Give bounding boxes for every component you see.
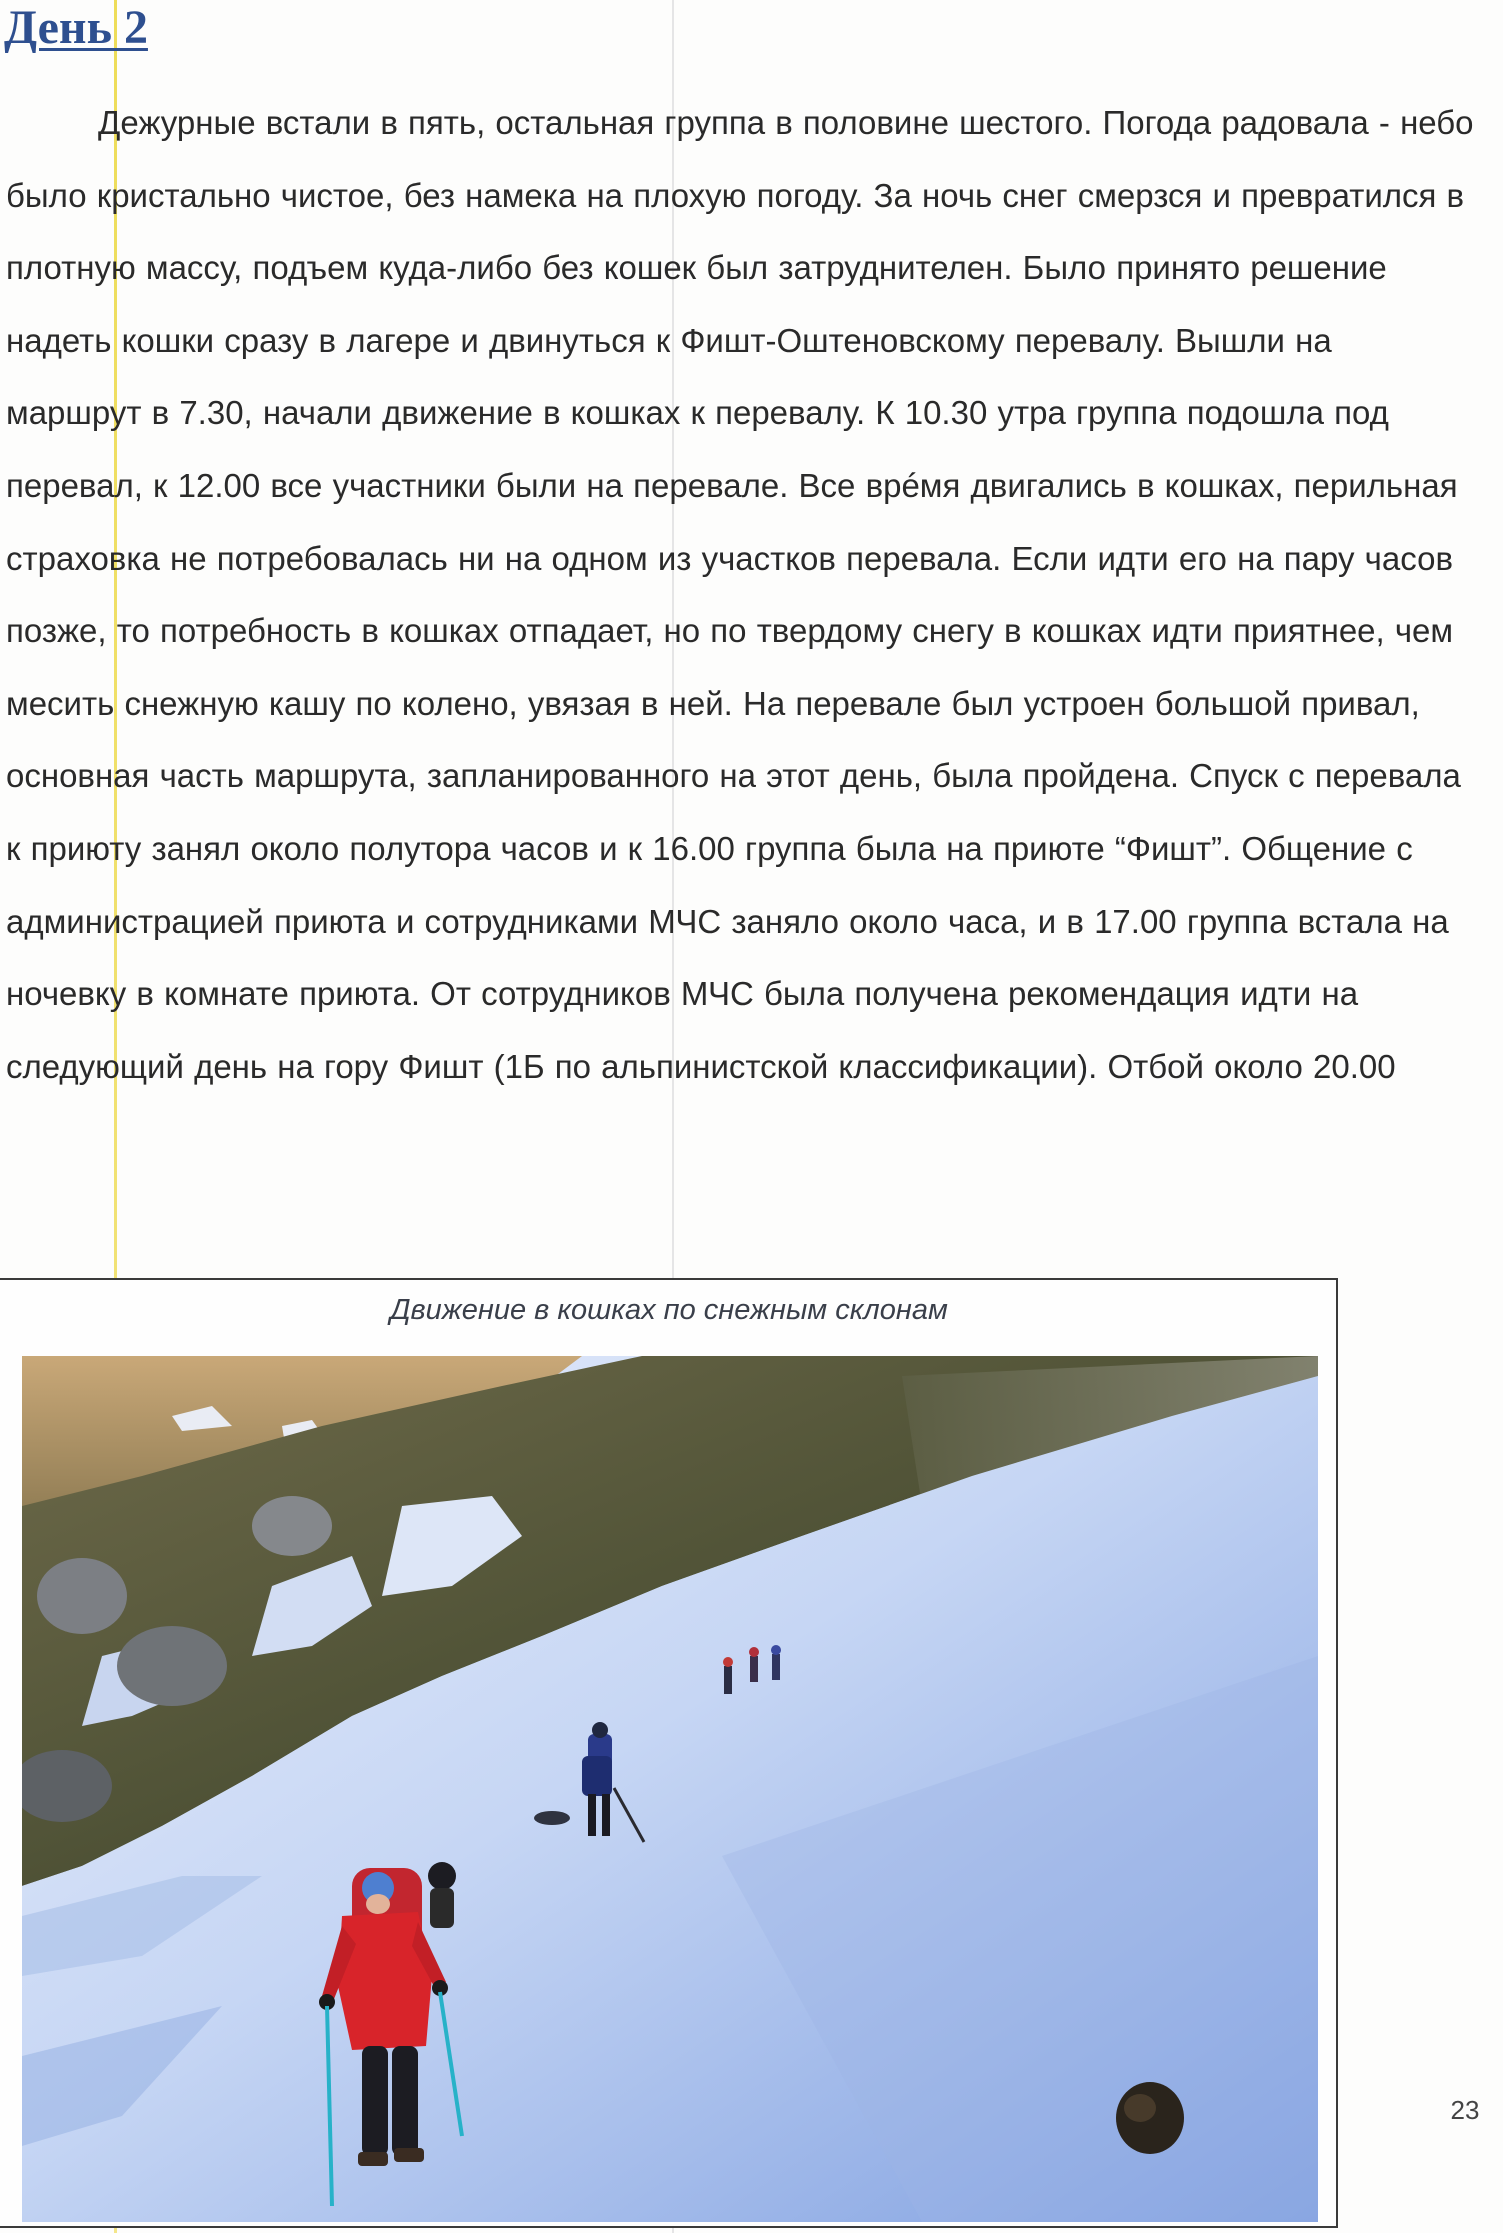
hikers-snow-slope-photo	[22, 1356, 1318, 2222]
day-description-paragraph: Дежурные встали в пять, остальная группа в половине шестого. Погода радовала - небо было кристально чистое, без намека на плохую погоду. За ночь снег смерзся и превратился в плотную массу, подъем куда-либо без кошек был затруднителен. Было принято решение надеть кошки сразу в лагере и двинуться к Фишт-Оштеновскому перевалу. Вышли на маршрут в 7.30, начали движение в кошках к перевалу. К 10.30 утра группа подошла под перевал, к 12.00 все участники были на перевале. Все врéмя двигались в кошках, перильная страховка не потребовалась ни на одном из участков перевала. Если идти его на пару часов позже, то потребность в кошках отпадает, но по твердому снегу в кошках идти приятнее, чем месить снежную кашу по колено, увязая в ней. На перевале был устроен большой привал, основная часть маршрута, запланированного на этот день, была пройдена. Спуск с перевала к приюту занял около полутора часов и к 16.00 группа была на приюте “Фишт”. Общение с администрацией приюта и сотрудниками МЧС заняло около часа, и в 17.00 группа встала на ночевку в комнате приюта. От сотрудников МЧС была получена рекомендация идти на следующий день на гору Фишт (1Б по альпинистской классификации). Отбой около 20.00	[6, 104, 1474, 1085]
page-number: 23	[1450, 2095, 1480, 2125]
figure-caption: Движение в кошках по снежным склонам	[390, 1294, 948, 1326]
day-heading: День 2	[4, 1, 148, 54]
